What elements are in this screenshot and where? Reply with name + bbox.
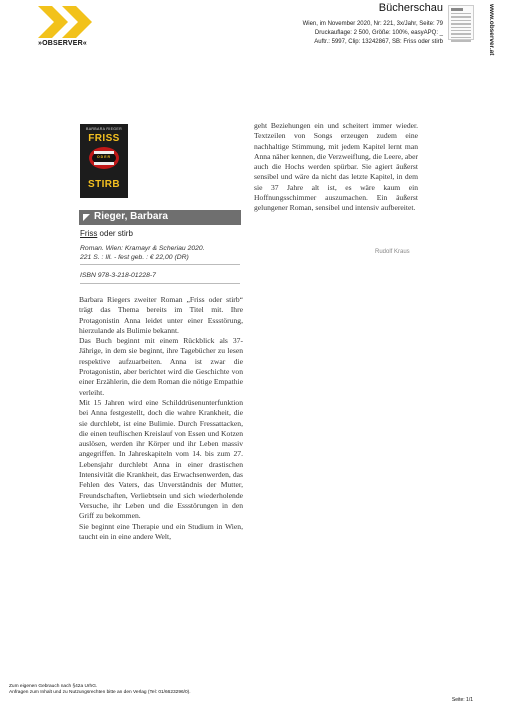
- article-column-2: [254, 121, 418, 214]
- book-isbn: ISBN 978-3-218-01228-7: [80, 272, 156, 279]
- divider: [80, 283, 240, 284]
- book-title: [80, 229, 133, 238]
- cover-title-bottom: STIRB: [88, 179, 120, 190]
- meta-line-2: Druckauflage: 2 500, Größe: 100%, easyAPQ: _: [314, 29, 443, 36]
- cover-oder: ODER: [96, 155, 112, 159]
- book-info: [80, 245, 205, 263]
- author-name: Rieger, Barbara: [94, 211, 168, 222]
- publication-name: Bücherschau: [378, 2, 443, 14]
- meta-line-3: Auftr.: 5997, Clip: 13242867, SB: Friss oder stirb: [314, 38, 443, 45]
- article-paragraph: Mit 15 Jahren wird eine Schilddrüsenunterfunktion bei Anna festgestellt, doch die wahre Krankheit, die sie durchlebt, ist eine Bulimie. Durch Fressattacken, die einen teuflischen Kreislauf von Essen und Kotzen auslösen, werden ihr Körper und ihr Leben massiv angegriffen. In Jahreskapiteln vom 14. bis zum 27. Lebensjahr durchlebt Anna in einer drastischen Intensivität die Krankheit, das Erwachsenwerden, das Fehlen des Vaters, das Unverständnis der Mutter, Freundschaften, Verliebtsein und sich wiederholende Versuche, ihr Leben und die Essstörungen in den Griff zu bekommen.: [79, 397, 243, 521]
- review-signature: Rudolf Kraus: [375, 249, 410, 255]
- article-paragraph: Sie beginnt eine Therapie und ein Studium in Wien, taucht ein in eine andere Welt,: [79, 521, 243, 541]
- page-number: Seite: 1/1: [451, 697, 473, 703]
- footer-line-1: Zum eigenen Gebrauch nach §42a UrhG.: [9, 684, 98, 689]
- cover-title-top: FRISS: [88, 133, 120, 144]
- meta-line-1: Wien, im November 2020, Nr: 221, 3x/Jahr, Seite: 79: [302, 21, 443, 27]
- footer-line-2: Anfragen zum Inhalt und zu Nutzungsrechten bitte an den Verlag (Tel: 01/6623296/0).: [9, 690, 191, 696]
- copyright-footer: [9, 684, 191, 696]
- observer-logo-text: »OBSERVER«: [38, 40, 87, 47]
- clip-metadata: [303, 20, 443, 46]
- book-info-line-2: 221 S. : Ill. - fest geb. : € 22,00 (DR): [80, 253, 189, 261]
- book-info-line-1: Roman. Wien: Kramayr & Scheriau 2020.: [80, 245, 205, 252]
- article-column-1: [79, 295, 243, 542]
- book-cover: [80, 124, 128, 198]
- book-title-underlined: Friss: [80, 229, 98, 238]
- observer-url-vertical: www.observer.at: [488, 4, 495, 56]
- divider: [80, 264, 240, 265]
- author-bar: [79, 210, 241, 225]
- article-paragraph: Barbara Riegers zweiter Roman „Friss oder stirb“ trägt das Thema bereits im Titel mit. Ihre Protagonistin Anna leidet unter einer Essstörung, hierzulande als Bulimie bekannt.: [79, 295, 243, 335]
- article-paragraph: Das Buch beginnt mit einem Rückblick als 37-Jährige, in dem sie beginnt, ihre Tagebücher zu lesen respektive aufzuarbeiten. Anna ist zwar die Protagonistin, aber berichtet wird die Geschichte von einer Erzählerin, die dem Roman die nötige Empathie verleiht.: [79, 336, 243, 397]
- cover-author: BARBARA RIEGER: [86, 127, 122, 131]
- page-thumbnail: [448, 5, 474, 40]
- corner-triangle-icon: [83, 214, 90, 221]
- book-title-rest: oder stirb: [97, 229, 133, 238]
- article-paragraph: geht Beziehungen ein und scheitert immer wieder. Textzeilen von Songs erzeugen zudem eine nachhaltige Stimmung, mit jedem Kapitel lernt man Anna näher kennen, die Verzweiflung, die Leere, aber auch die Hochs werden spürbar. Sie agiert äußerst sensibel und wäre da nicht das letzte Kapitel, in dem sie 37 Jahre alt ist, es wäre kaum ein Hoffnungsschimmer auszumachen. Ein äußerst gelungener Roman, sensibel und intensiv aufbereitet.: [254, 121, 418, 213]
